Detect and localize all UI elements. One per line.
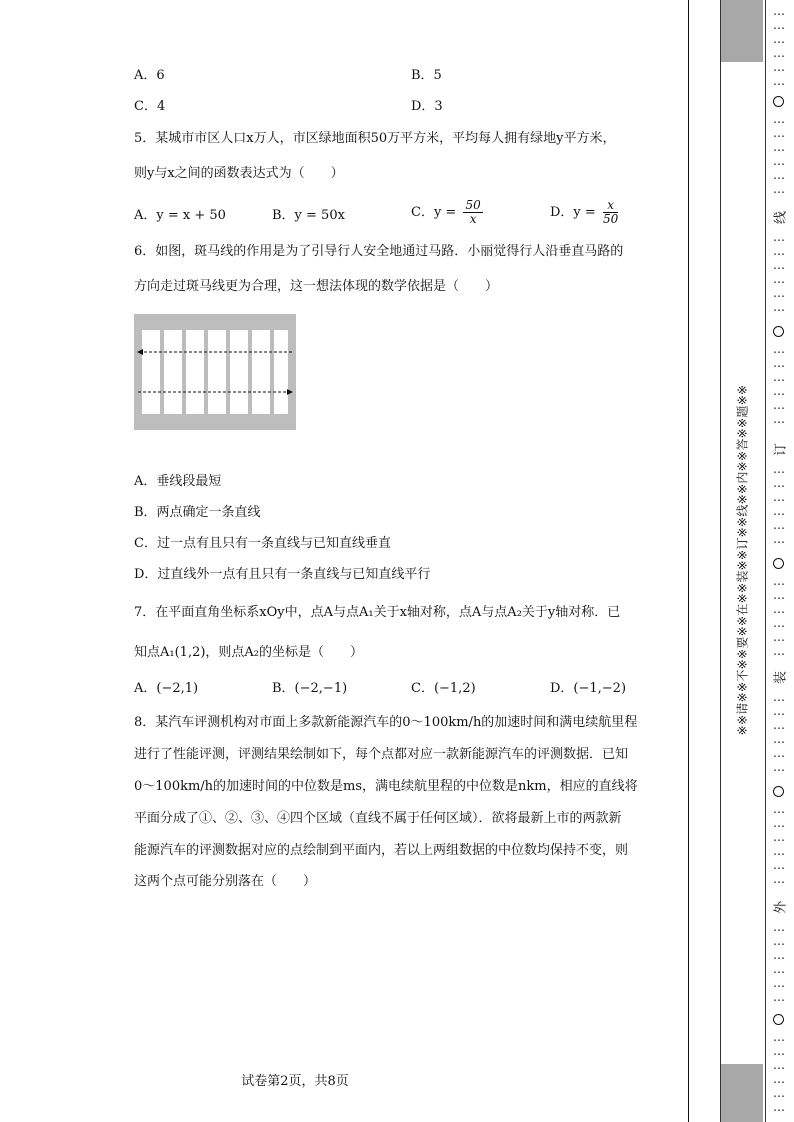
cut-dots-3: … … … … … … — [773, 230, 785, 314]
q4-option-b: B．5 — [411, 68, 442, 83]
binding-hole-3 — [773, 558, 784, 569]
q6-stem-line1: 6．如图，斑马线的作用是为了引导行人安全地通过马路．小丽觉得行人沿垂直马路的 — [134, 244, 624, 259]
binding-hole-2 — [773, 326, 784, 337]
cut-dots-7: … … … … … … — [773, 690, 785, 774]
q5-option-a: A．y = x + 50 — [134, 208, 226, 223]
q8-stem-line4: 平面分成了①、②、③、④四个区域（直线不属于任何区域）．欲将最新上市的两款新 — [134, 811, 622, 826]
q5-option-c — [411, 199, 483, 226]
cut-word-line: 线 — [773, 211, 789, 225]
cut-dots-2: … … … … … … — [773, 112, 785, 196]
cut-dots-1: … … … … … … — [773, 4, 785, 88]
q5-stem-line1: 5．某城市市区人口x万人，市区绿地面积50万平方米，平均每人拥有绿地y平方米， — [134, 131, 616, 146]
q5-option-b: B．y = 50x — [272, 208, 345, 223]
q8-stem-line2: 进行了性能评测，评测结果绘制如下，每个点都对应一款新能源汽车的评测数据．已知 — [134, 747, 629, 762]
q4-option-a: A．6 — [134, 68, 165, 83]
binding-hole-1 — [773, 96, 784, 107]
q5-option-c-fraction — [463, 199, 482, 226]
q8-stem-line6: 这两个点可能分别落在（ ） — [134, 874, 317, 889]
q8-stem-line3: 0～100km/h的加速时间的中位数是ms，满电续航里程的中位数是nkm，相应的直线将 — [134, 779, 638, 794]
warning-strip-top-block — [721, 0, 763, 62]
cut-dots-9: … … … … … … — [773, 920, 785, 1004]
q7-option-c: C．(−1,2) — [411, 681, 476, 696]
q8-stem-line5: 能源汽车的评测数据对应的点绘制到平面内，若以上两组数据的中位数均保持不变，则 — [134, 843, 629, 858]
q7-option-d: D．(−1,−2) — [550, 681, 627, 696]
q7-stem-line2: 知点A₁(1,2)，则点A₂的坐标是（ ） — [134, 645, 364, 660]
binding-hole-5 — [773, 1014, 784, 1025]
cut-word-outer: 外 — [773, 901, 789, 915]
q5-option-d-numerator: x — [603, 199, 618, 213]
q5-option-d-prefix: D．y = — [550, 205, 596, 220]
q5-option-c-denominator: x — [469, 212, 477, 226]
binding-hole-4 — [773, 786, 784, 797]
cut-dots-6: … … … … … … — [773, 574, 785, 658]
q6-option-c: C．过一点有且只有一条直线与已知直线垂直 — [134, 536, 391, 551]
cut-dots-4: … … … … … … — [773, 342, 785, 426]
q7-option-b: B．(−2,−1) — [272, 681, 348, 696]
q7-option-a: A．(−2,1) — [134, 681, 199, 696]
q6-stem-line2: 方向走过斑马线更为合理，这一想法体现的数学依据是（ ） — [134, 279, 499, 294]
q5-option-d — [550, 199, 618, 226]
cut-dots-8: … … … … … … — [773, 802, 785, 886]
page-footer: 试卷第2页，共8页 — [241, 1074, 349, 1089]
q5-option-c-numerator: 50 — [465, 198, 481, 212]
q5-option-d-denominator: 50 — [602, 212, 619, 226]
q5-stem-line2: 则y与x之间的函数表达式为（ ） — [134, 166, 344, 181]
q8-stem-line1: 8．某汽车评测机构对市面上多款新能源汽车的0～100km/h的加速时间和满电续航里程 — [134, 715, 638, 730]
zebra-crossing-figure — [134, 314, 296, 430]
q4-option-d: D．3 — [411, 99, 443, 114]
binding-warning-text: ※※请※※不※※要※※在※※装※※订※※线※※内※※答※※题※※ — [735, 384, 750, 736]
cut-word-bind: 订 — [773, 443, 789, 457]
q7-stem-line1: 7．在平面直角坐标系xOy中，点A与点A₁关于x轴对称，点A与点A₂关于y轴对称．已 — [134, 605, 621, 620]
q6-option-b: B．两点确定一条直线 — [134, 505, 261, 520]
warning-strip-bottom-block — [721, 1064, 763, 1122]
q6-option-d: D．过直线外一点有且只有一条直线与已知直线平行 — [134, 567, 431, 582]
q5-option-c-prefix: C．y = — [411, 205, 457, 220]
cut-dots-10: … … … … … … — [773, 1030, 785, 1114]
cut-word-pack: 装 — [773, 671, 789, 685]
cut-dots-5: … … … … … … — [773, 462, 785, 546]
q5-option-d-fraction — [603, 199, 618, 226]
q6-option-a: A．垂线段最短 — [134, 474, 222, 489]
q4-option-c: C．4 — [134, 99, 166, 114]
